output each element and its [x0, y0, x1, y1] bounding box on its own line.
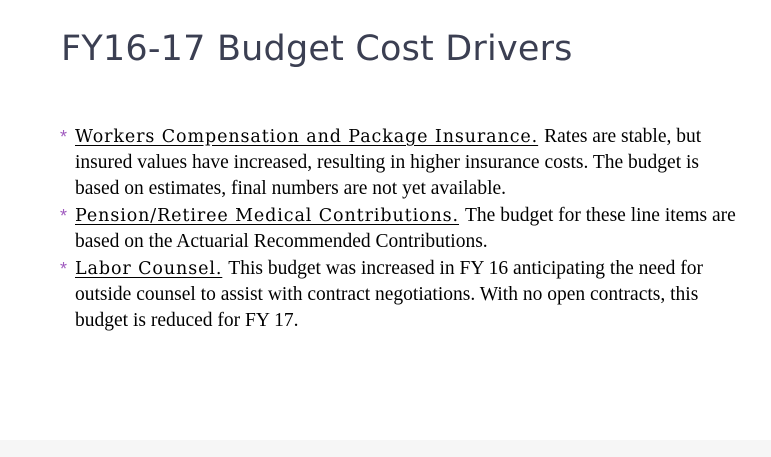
- bullet-body: This budget was increased in FY 16 anticipating the need for outside counsel to assist with contract negotiations. With no open contracts, this budget is reduced for FY 17.: [75, 258, 704, 331]
- bullet-heading: Workers Compensation and Package Insurance.: [75, 127, 539, 147]
- asterisk-bullet-icon: *: [60, 206, 68, 226]
- asterisk-bullet-icon: *: [60, 259, 68, 279]
- bullet-body: Rates are stable, but insured values have increased, resulting in higher insurance costs. The budget is based on estimates, final numbers are not yet available.: [75, 126, 702, 199]
- bullet-heading: Pension/Retiree Medical Contributions.: [75, 206, 460, 226]
- bullet-list: [60, 124, 740, 335]
- bullet-body: The budget for these line items are based on the Actuarial Recommended Contributions.: [75, 205, 736, 252]
- asterisk-bullet-icon: *: [60, 127, 68, 147]
- bullet-item-workers-compensation: [60, 124, 740, 202]
- bullet-heading: Labor Counsel.: [75, 259, 223, 279]
- bullet-item-labor-counsel: [60, 256, 740, 334]
- bullet-item-pension-retiree: [60, 203, 740, 255]
- footer-band: [0, 440, 771, 457]
- slide-title: FY16-17 Budget Cost Drivers: [61, 29, 573, 69]
